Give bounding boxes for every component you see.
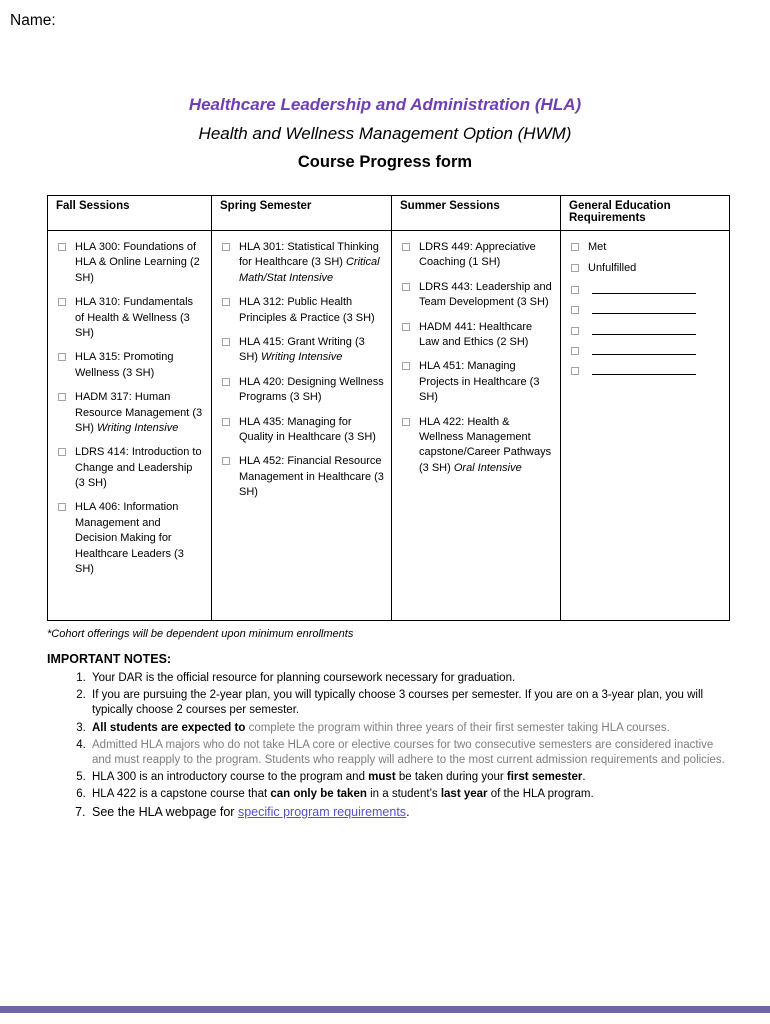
note-text: Admitted HLA majors who do not take HLA core or elective courses for two consecutive semesters are considered inactive and must reapply to the program. Students who reapply will adhere to the most current admission requirements and policies. [92, 738, 725, 766]
footer-bar [0, 1006, 770, 1013]
gen-ed-blank-item [570, 303, 723, 319]
course-label: HLA 315: Promoting Wellness (3 SH) [75, 351, 174, 379]
course-item [221, 335, 385, 366]
course-label: HLA 452: Financial Resource Management in Healthcare (3 SH) [239, 455, 384, 499]
course-checkbox[interactable] [58, 243, 66, 251]
course-checkbox[interactable] [571, 306, 579, 314]
note-text: be taken during your [395, 771, 507, 784]
column-header-fall-sessions: Fall Sessions [48, 196, 212, 231]
program-requirements-link[interactable]: specific program requirements [237, 805, 407, 820]
note-text: last year [440, 788, 488, 801]
course-item [401, 280, 554, 311]
course-label: HLA 310: Fundamentals of Health & Wellness (3 SH) [75, 296, 194, 339]
course-item [221, 454, 385, 500]
course-label: Unfulfilled [588, 262, 637, 275]
note-text: first semester [506, 771, 583, 784]
course-item [401, 359, 554, 405]
course-label: HLA 301: Statistical Thinking for Healthcare (3 SH) Critical Math/Stat Intensive [239, 241, 380, 284]
blank-line[interactable] [592, 344, 696, 355]
course-label: HLA 415: Grant Writing (3 SH) Writing Intensive [239, 335, 365, 364]
course-progress-table [47, 195, 730, 621]
blank-line[interactable] [592, 324, 696, 335]
course-item [221, 240, 385, 286]
note-text: See the HLA webpage for [92, 805, 238, 820]
course-label: HLA 422: Health & Wellness Management capstone/Career Pathways (3 SH) Oral Intensive [419, 415, 552, 474]
course-item [401, 320, 554, 351]
important-notes-list [47, 671, 727, 823]
course-item [221, 295, 385, 326]
course-label: HADM 441: Healthcare Law and Ethics (2 SH) [419, 320, 533, 348]
note-item [89, 804, 727, 821]
course-label: LDRS 443: Leadership and Team Development (3 SH) [419, 280, 552, 309]
course-label: HLA 420: Designing Wellness Programs (3 SH) [239, 375, 384, 404]
document-headings [0, 95, 770, 172]
course-item [401, 240, 554, 271]
course-label: HLA 312: Public Health Principles & Practice (3 SH) [239, 296, 375, 324]
column-cell-spring-semester [212, 231, 392, 621]
table-header-row [48, 196, 730, 231]
course-label: HLA 435: Managing for Quality in Healthcare (3 SH) [239, 415, 376, 443]
note-text: If you are pursuing the 2-year plan, you will typically choose 3 courses per semester. If you are on a 3-year plan, you will typically choose 2 courses per semester. [92, 689, 704, 717]
note-item [89, 787, 727, 802]
course-item [57, 445, 205, 491]
course-checkbox[interactable] [222, 418, 230, 426]
course-label: Met [588, 241, 607, 253]
course-checkbox[interactable] [222, 298, 230, 306]
course-item [57, 295, 205, 341]
note-item [89, 688, 727, 718]
course-checkbox[interactable] [222, 457, 230, 465]
course-item [57, 240, 205, 286]
course-item [570, 261, 723, 276]
note-text: Your DAR is the official resource for planning coursework necessary for graduation. [92, 672, 516, 684]
course-checkbox[interactable] [58, 353, 66, 361]
course-item [570, 240, 723, 255]
note-item [89, 770, 727, 785]
important-notes-heading: IMPORTANT NOTES: [47, 652, 172, 666]
column-header-summer-sessions: Summer Sessions [392, 196, 561, 231]
note-text: All students are expected to [92, 721, 249, 734]
note-text: . [406, 805, 410, 820]
course-checkbox[interactable] [402, 243, 410, 251]
course-label: HLA 451: Managing Projects in Healthcare (3 SH) [419, 360, 540, 404]
course-checkbox[interactable] [571, 367, 579, 375]
course-label [588, 283, 696, 299]
course-item [57, 350, 205, 381]
note-item [89, 721, 727, 736]
course-item [57, 390, 205, 436]
course-label: LDRS 449: Appreciative Coaching (1 SH) [419, 241, 536, 269]
course-label [588, 303, 696, 319]
course-item [401, 415, 554, 477]
course-label [588, 324, 696, 340]
column-cell-fall-sessions [48, 231, 212, 621]
note-text: must [368, 771, 396, 784]
course-checkbox[interactable] [571, 347, 579, 355]
cohort-note: *Cohort offerings will be dependent upon minimum enrollments [47, 628, 354, 640]
note-text: . [582, 771, 586, 784]
gen-ed-blank-item [570, 283, 723, 299]
course-label [588, 364, 696, 380]
course-checkbox[interactable] [222, 338, 230, 346]
note-text: can only be taken [270, 788, 367, 801]
gen-ed-blank-item [570, 364, 723, 380]
note-text: HLA 422 is a capstone course that [92, 788, 271, 801]
course-checkbox[interactable] [402, 362, 410, 370]
note-text: in a student’s [366, 788, 441, 801]
course-item [221, 375, 385, 406]
course-checkbox[interactable] [571, 327, 579, 335]
note-item [89, 738, 727, 768]
column-header-spring-semester: Spring Semester [212, 196, 392, 231]
course-checkbox[interactable] [222, 243, 230, 251]
course-checkbox[interactable] [58, 448, 66, 456]
blank-line[interactable] [592, 283, 696, 294]
course-checkbox[interactable] [402, 418, 410, 426]
course-checkbox[interactable] [402, 283, 410, 291]
course-checkbox[interactable] [58, 503, 66, 511]
option-subtitle: Health and Wellness Management Option (HWM) [198, 124, 572, 143]
gen-ed-blank-item [570, 344, 723, 360]
course-label: HLA 300: Foundations of HLA & Online Learning (2 SH) [75, 241, 200, 284]
gen-ed-blank-item [570, 324, 723, 340]
course-checkbox[interactable] [571, 286, 579, 294]
form-title: Course Progress form [297, 153, 473, 171]
note-text: complete the program within three years of their first semester taking HLA courses. [248, 721, 670, 734]
course-label: LDRS 414: Introduction to Change and Leadership (3 SH) [75, 446, 202, 490]
column-cell-summer-sessions [392, 231, 561, 621]
note-text: HLA 300 is an introductory course to the program and [92, 771, 369, 784]
course-item [57, 500, 205, 577]
blank-line[interactable] [592, 364, 696, 375]
course-checkbox[interactable] [58, 393, 66, 401]
course-checkbox[interactable] [58, 298, 66, 306]
course-checkbox[interactable] [402, 323, 410, 331]
table-body-row [48, 231, 730, 621]
note-text: of the HLA program. [487, 788, 594, 801]
course-label [588, 344, 696, 360]
course-checkbox[interactable] [571, 264, 579, 272]
course-item [221, 415, 385, 446]
column-cell-gen-ed-requirements [561, 231, 730, 621]
column-header-gen-ed-requirements: General Education Requirements [561, 196, 730, 231]
course-checkbox[interactable] [571, 243, 579, 251]
blank-line[interactable] [592, 303, 696, 314]
program-title: Healthcare Leadership and Administration (HLA) [188, 95, 582, 114]
course-checkbox[interactable] [222, 378, 230, 386]
name-label: Name: [10, 12, 56, 29]
course-label: HLA 406: Information Management and Decision Making for Healthcare Leaders (3 SH) [75, 501, 184, 576]
course-label: HADM 317: Human Resource Management (3 SH) Writing Intensive [75, 391, 203, 434]
note-item [89, 671, 727, 686]
